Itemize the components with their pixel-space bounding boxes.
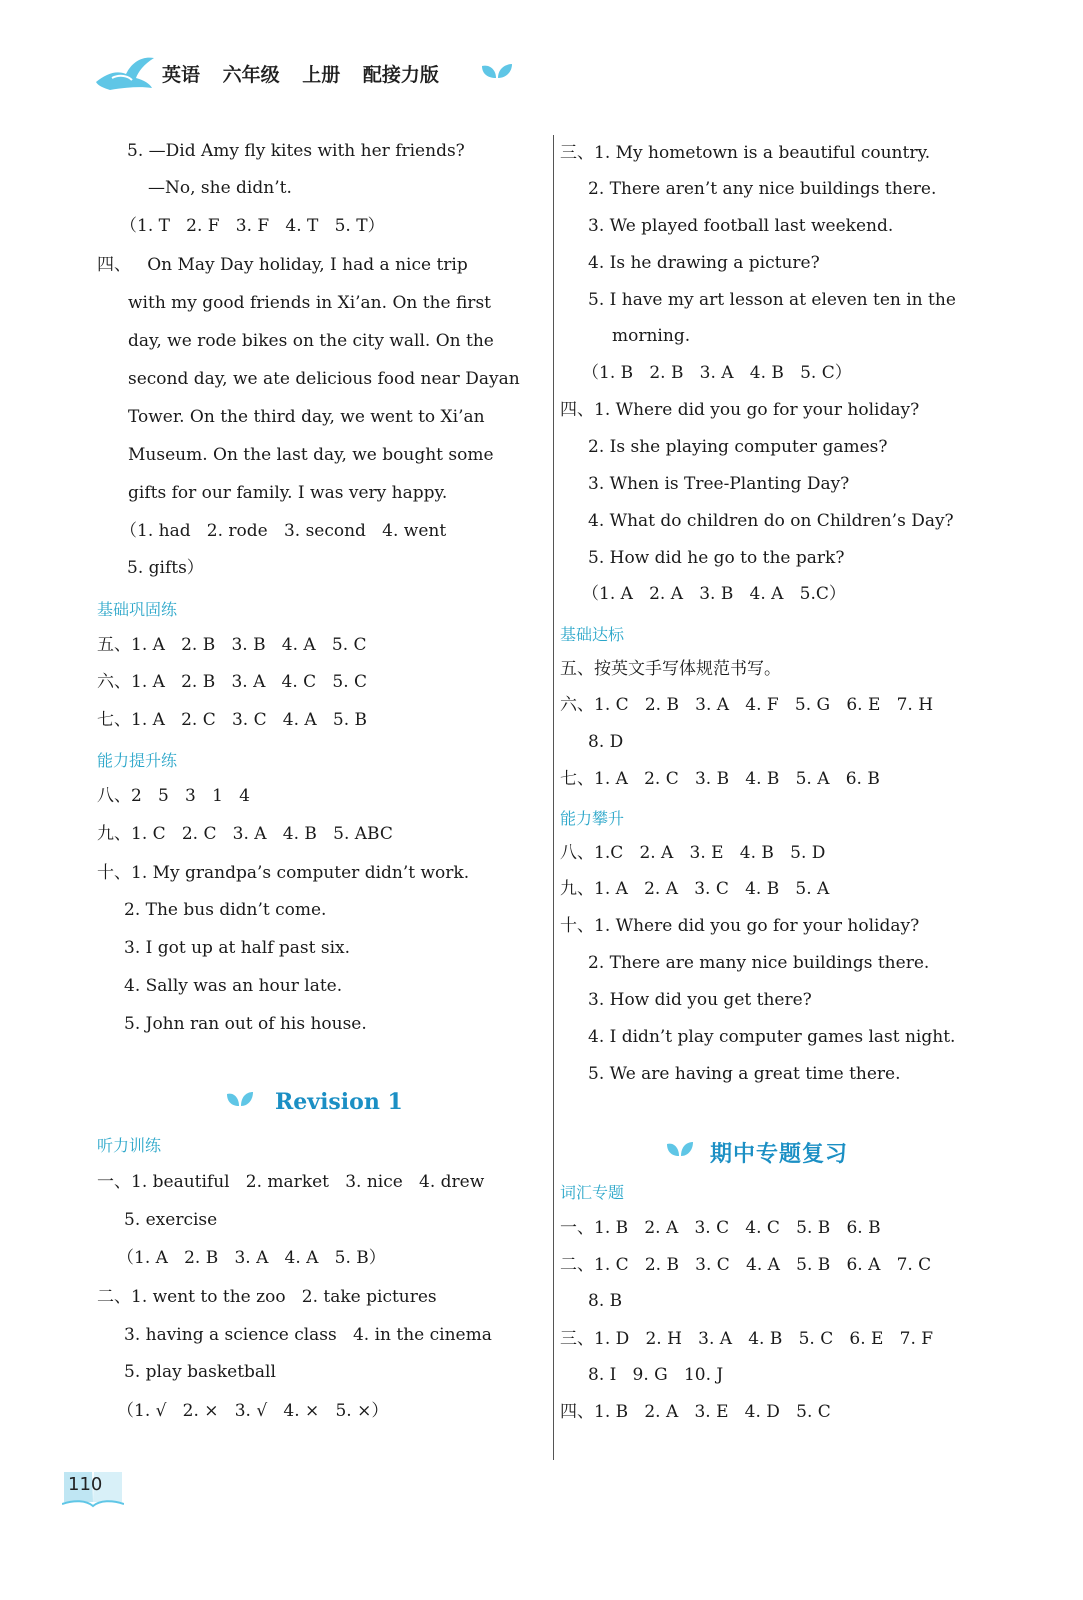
passage-line-1: 四、 On May Day holiday, I had a nice trip — [97, 255, 468, 275]
header-subject: 英语 — [162, 64, 201, 86]
left-answers-4b: 5. gifts） — [127, 558, 204, 578]
left-answer-row-9: 九、1. C 2. C 3. A 4. B 5. ABC — [97, 824, 393, 844]
right-row-4-1: 四、1. Where did you go for your holiday? — [560, 400, 920, 420]
passage-line-2: with my good friends in Xi’an. On the first — [128, 293, 491, 313]
section-nengli-tisheng: 能力提升练 — [97, 751, 178, 770]
page-header — [92, 52, 532, 92]
left-q5-answer: —No, she didn’t. — [148, 178, 292, 198]
right-row-3-1: 三、1. My hometown is a beautiful country. — [560, 143, 931, 163]
left-answer-row-10-3: 3. I got up at half past six. — [124, 938, 351, 958]
left-answer-row-10-4: 4. Sally was an hour late. — [124, 976, 343, 996]
left-answers-4a: （1. had 2. rode 3. second 4. went — [120, 521, 447, 541]
header-volume: 上册 — [302, 64, 341, 86]
revision-row-1: 一、1. beautiful 2. market 3. nice 4. drew — [97, 1172, 485, 1192]
midterm-title: 期中专题复习 — [710, 1142, 849, 1167]
right-answers-3: （1. B 2. B 3. A 4. B 5. C） — [582, 363, 852, 383]
midterm-row-2b: 8. B — [588, 1291, 623, 1311]
left-answer-row-6: 六、1. A 2. B 3. A 4. C 5. C — [97, 672, 368, 692]
right-row-3-5b: morning. — [612, 326, 691, 346]
section-cihui: 词汇专题 — [560, 1183, 625, 1202]
right-row-10-5: 5. We are having a great time there. — [588, 1064, 901, 1084]
left-answer-row-8: 八、2 5 3 1 4 — [97, 786, 250, 806]
leaf-icon — [665, 1140, 695, 1160]
header-title — [162, 60, 455, 87]
right-row-4-5: 5. How did he go to the park? — [588, 548, 845, 568]
right-row-10-3: 3. How did you get there? — [588, 990, 812, 1010]
section-jichu-gonggu: 基础巩固练 — [97, 600, 178, 619]
section-tingli: 听力训练 — [97, 1136, 162, 1155]
section-jichu-dabiao: 基础达标 — [560, 625, 625, 644]
midterm-row-1: 一、1. B 2. A 3. C 4. C 5. B 6. B — [560, 1218, 881, 1238]
right-row-4-4: 4. What do children do on Children’s Day? — [588, 511, 954, 531]
leaf-icon — [225, 1090, 255, 1110]
left-answer-row-10-1: 十、1. My grandpa’s computer didn’t work. — [97, 863, 470, 883]
bird-icon — [92, 52, 156, 92]
right-row-10-4: 4. I didn’t play computer games last night. — [588, 1027, 956, 1047]
left-answer-row-5: 五、1. A 2. B 3. B 4. A 5. C — [97, 635, 367, 655]
right-row-9: 九、1. A 2. A 3. C 4. B 5. A — [560, 879, 830, 899]
revision-row-1c: （1. A 2. B 3. A 4. A 5. B） — [117, 1248, 386, 1268]
revision-row-2: 二、1. went to the zoo 2. take pictures — [97, 1287, 437, 1307]
passage-line-5: Tower. On the third day, we went to Xi’an — [128, 407, 485, 427]
midterm-row-2a: 二、1. C 2. B 3. C 4. A 5. B 6. A 7. C — [560, 1255, 932, 1275]
right-row-4-3: 3. When is Tree-Planting Day? — [588, 474, 850, 494]
right-row-5: 五、按英文手写体规范书写。 — [560, 659, 781, 679]
right-row-10-2: 2. There are many nice buildings there. — [588, 953, 930, 973]
passage-line-3: day, we rode bikes on the city wall. On the — [128, 331, 494, 351]
left-q5-question: 5. —Did Amy fly kites with her friends? — [127, 141, 465, 161]
midterm-row-3a: 三、1. D 2. H 3. A 4. B 5. C 6. E 7. F — [560, 1329, 934, 1349]
page-number: 110 — [68, 1474, 103, 1495]
left-answer-row-7: 七、1. A 2. C 3. C 4. A 5. B — [97, 710, 368, 730]
leaf-icon — [480, 62, 514, 82]
left-answer-row-10-2: 2. The bus didn’t come. — [124, 900, 327, 920]
midterm-row-4: 四、1. B 2. A 3. E 4. D 5. C — [560, 1402, 831, 1422]
header-grade: 六年级 — [222, 64, 280, 86]
revision-row-2c: 5. play basketball — [124, 1362, 276, 1382]
right-row-4-2: 2. Is she playing computer games? — [588, 437, 888, 457]
midterm-row-3b: 8. I 9. G 10. J — [588, 1365, 724, 1385]
passage-line-7: gifts for our family. I was very happy. — [128, 483, 448, 503]
right-row-8: 八、1.C 2. A 3. E 4. B 5. D — [560, 843, 826, 863]
left-answer-row-10-5: 5. John ran out of his house. — [124, 1014, 367, 1034]
right-row-3-5a: 5. I have my art lesson at eleven ten in the — [588, 290, 956, 310]
revision-row-2d: （1. √ 2. × 3. √ 4. × 5. ×） — [117, 1401, 389, 1421]
right-row-10-1: 十、1. Where did you go for your holiday? — [560, 916, 920, 936]
right-row-3-2: 2. There aren’t any nice buildings there. — [588, 179, 937, 199]
passage-line-4: second day, we ate delicious food near Dayan — [128, 369, 520, 389]
right-row-6a: 六、1. C 2. B 3. A 4. F 5. G 6. E 7. H — [560, 695, 934, 715]
section-nengli-panshen: 能力攀升 — [560, 809, 625, 828]
revision-row-2b: 3. having a science class 4. in the cinema — [124, 1325, 492, 1345]
revision-row-1b: 5. exercise — [124, 1210, 218, 1230]
right-answers-4: （1. A 2. A 3. B 4. A 5.C） — [582, 584, 846, 604]
right-row-3-3: 3. We played football last weekend. — [588, 216, 894, 236]
column-divider — [553, 135, 554, 1460]
revision-title: Revision 1 — [275, 1089, 403, 1115]
right-row-3-4: 4. Is he drawing a picture? — [588, 253, 820, 273]
passage-line-6: Museum. On the last day, we bought some — [128, 445, 494, 465]
right-row-7: 七、1. A 2. C 3. B 4. B 5. A 6. B — [560, 769, 880, 789]
left-answers-3: （1. T 2. F 3. F 4. T 5. T） — [120, 216, 385, 236]
header-edition: 配接力版 — [362, 64, 439, 86]
right-row-6b: 8. D — [588, 732, 624, 752]
